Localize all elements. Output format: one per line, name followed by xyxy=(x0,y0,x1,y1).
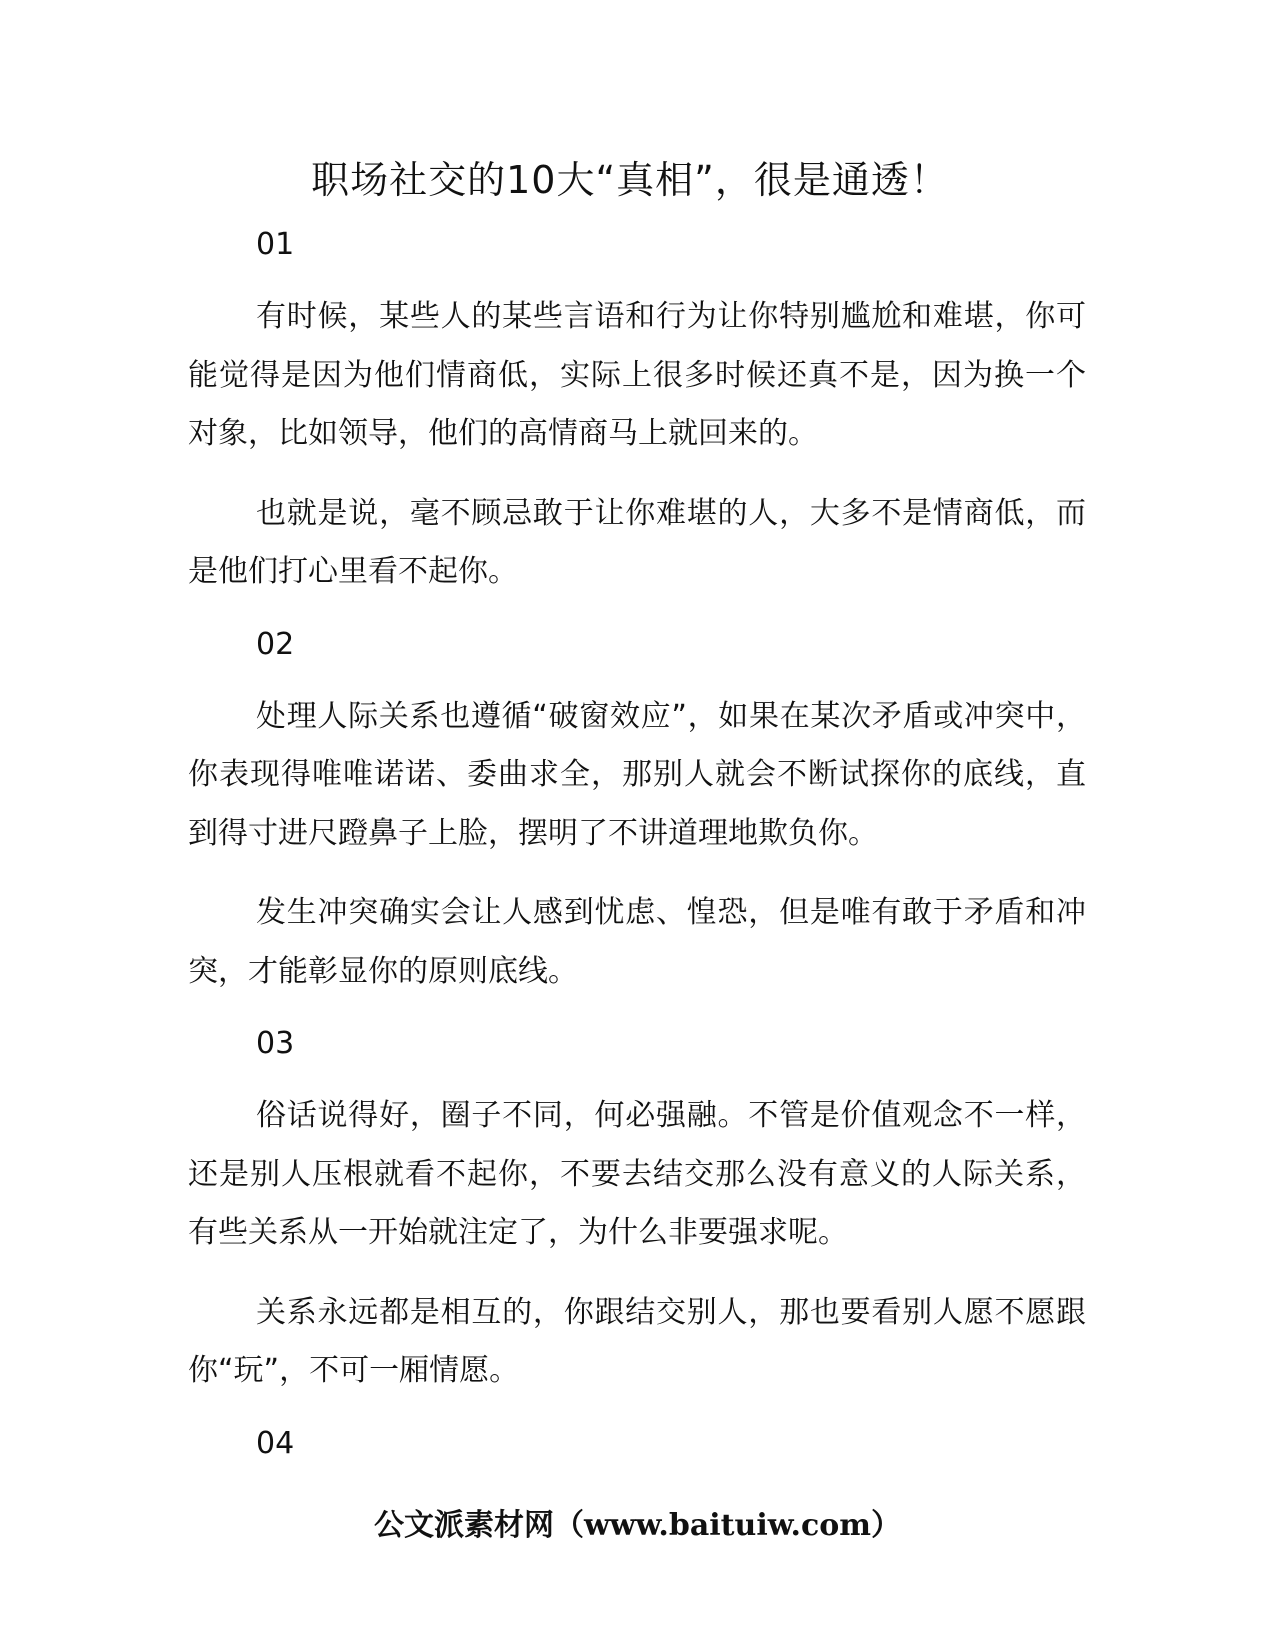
paragraph: 处理人际关系也遵循“破窗效应”，如果在某次矛盾或冲突中，你表现得唯唯诺诺、委曲求全，那别人就会不断试探你的底线，直到得寸进尺蹬鼻子上脸，摆明了不讲道理地欺负你。 xyxy=(188,698,1086,851)
document-body xyxy=(188,223,1086,1487)
footer-watermark: 公文派素材网（www.baituiw.com） xyxy=(373,1508,902,1543)
paragraph: 发生冲突确实会让人感到忧虑、惶恐，但是唯有敢于矛盾和冲突，才能彰显你的原则底线。 xyxy=(188,895,1086,989)
paragraph: 有时候，某些人的某些言语和行为让你特别尴尬和难堪，你可能觉得是因为他们情商低，实际上很多时候还真不是，因为换一个对象，比如领导，他们的高情商马上就回来的。 xyxy=(188,299,1086,451)
paragraph: 关系永远都是相互的，你跟结交别人，那也要看别人愿不愿跟你“玩”，不可一厢情愿。 xyxy=(188,1294,1086,1388)
document-title: 职场社交的10大“真相”，很是通透！ xyxy=(311,158,949,202)
section-heading: 03 xyxy=(256,1026,295,1061)
section-heading: 01 xyxy=(256,227,295,262)
section-heading: 02 xyxy=(256,626,295,662)
paragraph: 也就是说，毫不顾忌敢于让你难堪的人，大多不是情商低，而是他们打心里看不起你。 xyxy=(188,495,1086,589)
section-heading: 04 xyxy=(256,1425,295,1461)
paragraph: 俗话说得好，圈子不同，何必强融。不管是价值观念不一样，还是别人压根就看不起你，不要去结交那么没有意义的人际关系，有些关系从一开始就注定了，为什么非要强求呢。 xyxy=(188,1098,1086,1250)
